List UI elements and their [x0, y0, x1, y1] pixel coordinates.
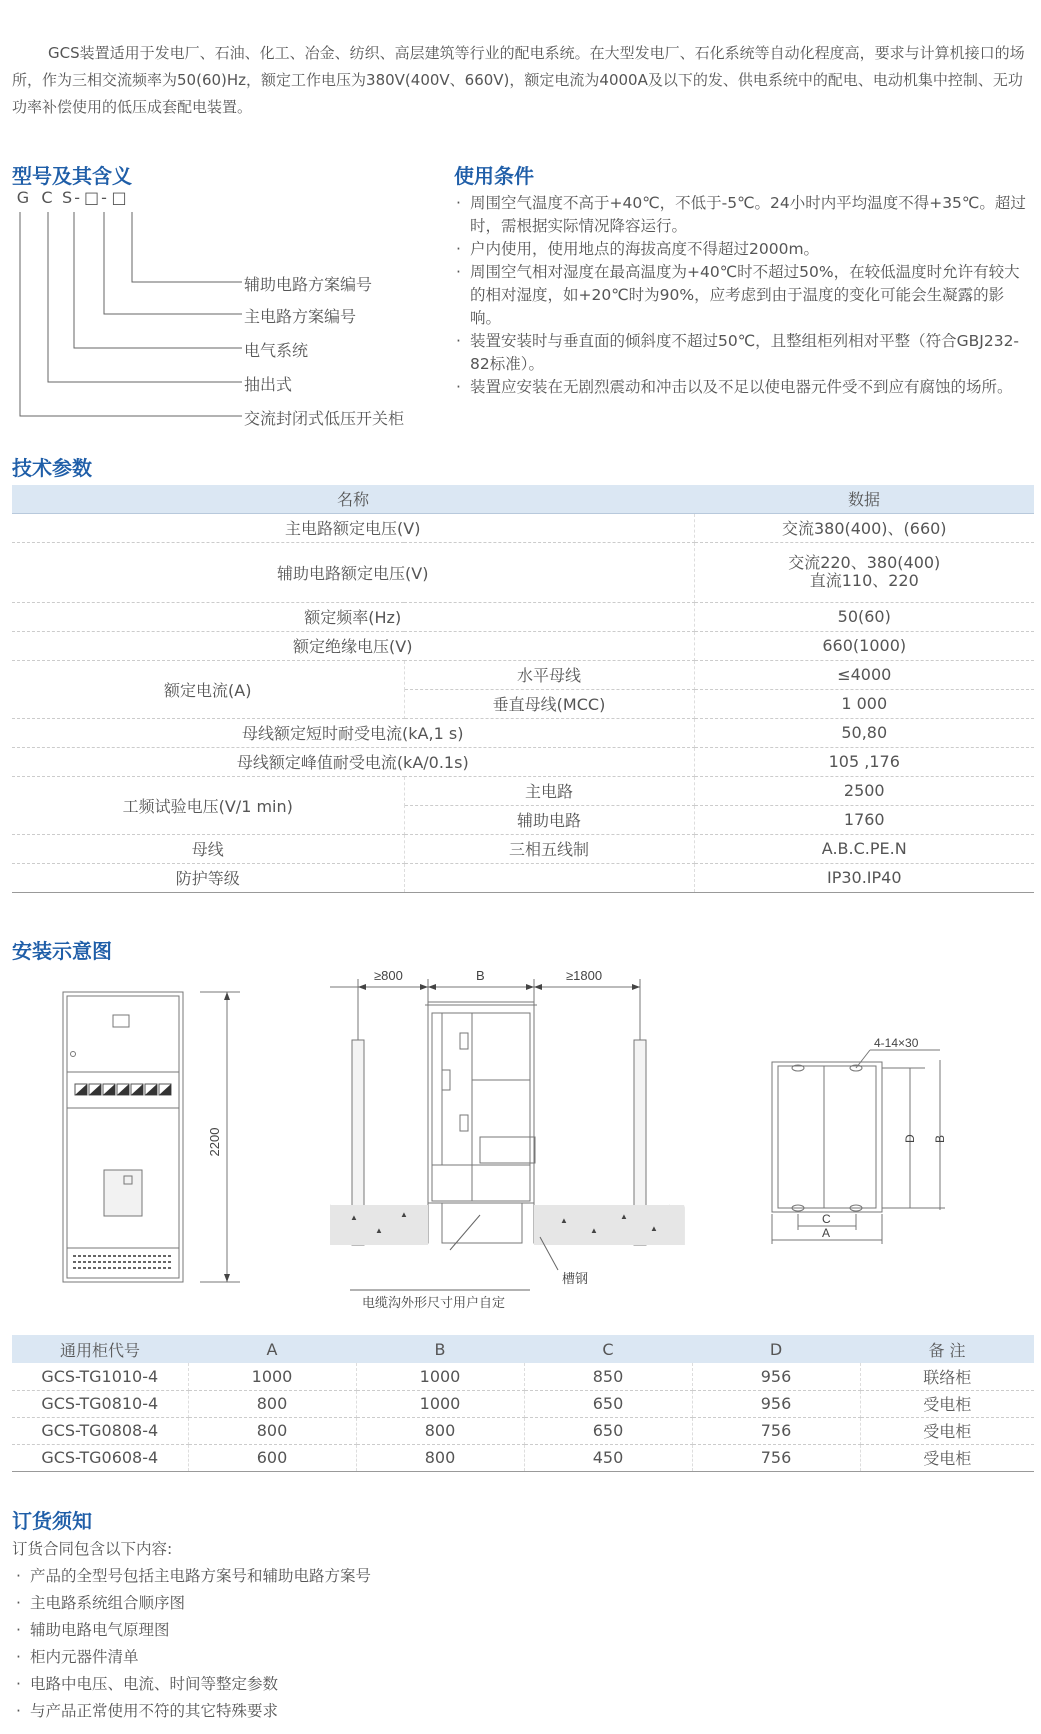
param-value: 1 000	[694, 689, 1034, 718]
table-row	[12, 1417, 1034, 1444]
order-list	[12, 1563, 371, 1725]
param-subname: 主电路	[404, 776, 694, 805]
param-value: ≤4000	[694, 660, 1034, 689]
param-subname: 垂直母线(MCC)	[404, 689, 694, 718]
param-value: 50(60)	[694, 602, 1034, 631]
header-cell: B	[356, 1335, 524, 1363]
param-subname: 辅助电路	[404, 805, 694, 834]
condition-item: · 周围空气温度不高于+40℃，不低于-5℃。24小时内平均温度不得+35℃。超过时，需根据实际情况降容运行。	[454, 192, 1034, 238]
param-value: 105 ,176	[694, 747, 1034, 776]
table-cell: 联络柜	[860, 1363, 1034, 1390]
table-row	[12, 631, 1034, 660]
condition-item: · 装置安装时与垂直面的倾斜度不超过50℃，且整组柜列相对平整（符合GBJ232-82标准）。	[454, 330, 1034, 376]
table-cell: GCS-TG0608-4	[12, 1444, 188, 1471]
table-cell: 756	[692, 1444, 860, 1471]
cable-trench-label: 电缆沟外形尺寸用户自定	[362, 1295, 506, 1310]
dim-c-label: C	[822, 1212, 831, 1226]
table-header-row	[12, 1335, 1034, 1363]
tech-table	[12, 485, 1034, 893]
table-cell: 650	[524, 1417, 692, 1444]
model-code-char: □	[111, 188, 129, 207]
param-subname: 水平母线	[404, 660, 694, 689]
dim-b-label: B	[476, 968, 485, 983]
table-cell: GCS-TG0808-4	[12, 1417, 188, 1444]
model-label-main: 主电路方案编号	[244, 307, 357, 326]
table-row	[12, 776, 1034, 805]
condition-item: · 周围空气相对湿度在最高温度为+40℃时不超过50%，在较低温度时允许有较大的相对湿度，如+20℃时为90%，应考虑到由于温度的变化可能会生凝露的影响。	[454, 261, 1034, 330]
param-name: 母线额定短时耐受电流(kA,1 s)	[12, 718, 694, 747]
order-item: · 与产品正常使用不符的其它特殊要求	[12, 1698, 371, 1725]
table-row	[12, 1363, 1034, 1390]
model-code-char: C	[41, 188, 55, 207]
order-item: · 柜内元器件清单	[12, 1644, 371, 1671]
param-subname-empty	[404, 863, 694, 892]
dim-800-label: ≥800	[374, 968, 403, 983]
table-row	[12, 863, 1034, 892]
table-cell: 956	[692, 1363, 860, 1390]
param-name: 额定频率(Hz)	[12, 602, 694, 631]
height-label: 2200	[207, 1127, 222, 1157]
table-cell: 956	[692, 1390, 860, 1417]
model-code-char: S-	[62, 188, 82, 207]
svg-text:▲: ▲	[400, 1210, 408, 1219]
table-row	[12, 542, 1034, 602]
model-bracket-lines	[12, 208, 252, 428]
order-intro: 订货合同包含以下内容:	[12, 1540, 173, 1558]
table-row	[12, 1444, 1034, 1471]
order-item: · 辅助电路电气原理图	[12, 1617, 371, 1644]
param-value: 660(1000)	[694, 631, 1034, 660]
header-cell: A	[188, 1335, 356, 1363]
table-header-row	[12, 485, 1034, 513]
dim-d-label: D	[903, 1134, 917, 1143]
svg-text:▲: ▲	[375, 1226, 383, 1235]
conditions-list	[454, 192, 1034, 399]
header-cell: D	[692, 1335, 860, 1363]
model-code-char: G	[16, 188, 32, 207]
table-row	[12, 834, 1034, 863]
model-code	[12, 188, 132, 207]
table-cell: 800	[188, 1417, 356, 1444]
table-cell: 850	[524, 1363, 692, 1390]
param-value: 交流380(400)、(660)	[694, 513, 1034, 542]
channel-steel-label: 槽钢	[562, 1271, 589, 1286]
param-value: 50,80	[694, 718, 1034, 747]
param-value: IP30.IP40	[694, 863, 1034, 892]
param-subname: 三相五线制	[404, 834, 694, 863]
table-row	[12, 747, 1034, 776]
table-cell: 756	[692, 1417, 860, 1444]
model-label-electric: 电气系统	[244, 341, 309, 360]
svg-text:▲: ▲	[590, 1226, 598, 1235]
dim-b-plan-label: B	[933, 1134, 947, 1143]
table-cell: 受电柜	[860, 1390, 1034, 1417]
table-row	[12, 660, 1034, 689]
conditions-section-title: 使用条件	[454, 164, 534, 188]
svg-text:▲: ▲	[620, 1212, 628, 1221]
table-cell: 800	[188, 1390, 356, 1417]
condition-item: · 户内使用，使用地点的海拔高度不得超过2000m。	[454, 238, 1034, 261]
install-section-title: 安装示意图	[12, 939, 112, 963]
table-cell: GCS-TG1010-4	[12, 1363, 188, 1390]
table-cell: 1000	[356, 1390, 524, 1417]
param-name: 工频试验电压(V/1 min)	[12, 776, 404, 834]
table-row	[12, 1390, 1034, 1417]
model-label-drawout: 抽出式	[244, 375, 293, 394]
tech-section-title: 技术参数	[12, 456, 92, 480]
param-value-line: 交流220、380(400)	[788, 553, 941, 572]
table-cell: 受电柜	[860, 1444, 1034, 1471]
param-value	[694, 542, 1034, 602]
header-cell: 通用柜代号	[12, 1335, 188, 1363]
header-name: 名称	[12, 485, 694, 513]
param-value: 1760	[694, 805, 1034, 834]
svg-text:▲: ▲	[560, 1216, 568, 1225]
order-item: · 产品的全型号包括主电路方案号和辅助电路方案号	[12, 1563, 371, 1590]
dimension-table	[12, 1335, 1034, 1472]
param-name: 母线额定峰值耐受电流(kA/0.1s)	[12, 747, 694, 776]
cabinet-side-view	[330, 965, 690, 1315]
order-section-title: 订货须知	[12, 1509, 92, 1533]
param-value-line: 直流110、220	[809, 571, 919, 590]
param-name: 母线	[12, 834, 404, 863]
param-value: A.B.C.PE.N	[694, 834, 1034, 863]
param-name: 防护等级	[12, 863, 404, 892]
table-cell: 受电柜	[860, 1417, 1034, 1444]
condition-item: · 装置应安装在无剧烈震动和冲击以及不足以使电器元件受不到应有腐蚀的场所。	[454, 376, 1034, 399]
table-cell: 450	[524, 1444, 692, 1471]
model-section-title: 型号及其含义	[12, 164, 132, 188]
header-cell: C	[524, 1335, 692, 1363]
cabinet-front-view	[55, 990, 270, 1290]
model-label-aux: 辅助电路方案编号	[244, 275, 373, 294]
table-cell: 1000	[356, 1363, 524, 1390]
hole-spec-label: 4-14×30	[874, 1036, 919, 1050]
param-name: 辅助电路额定电压(V)	[12, 542, 694, 602]
model-label-cabinet: 交流封闭式低压开关柜	[244, 409, 405, 428]
order-item: · 电路中电压、电流、时间等整定参数	[12, 1671, 371, 1698]
table-cell: 800	[356, 1444, 524, 1471]
dim-1800-label: ≥1800	[566, 968, 603, 983]
table-cell: 600	[188, 1444, 356, 1471]
svg-text:▲: ▲	[350, 1213, 358, 1222]
table-row	[12, 602, 1034, 631]
param-name: 主电路额定电压(V)	[12, 513, 694, 542]
order-item: · 主电路系统组合顺序图	[12, 1590, 371, 1617]
table-cell: GCS-TG0810-4	[12, 1390, 188, 1417]
header-value: 数据	[694, 485, 1034, 513]
table-cell: 1000	[188, 1363, 356, 1390]
model-code-char: □-	[84, 188, 109, 207]
table-cell: 650	[524, 1390, 692, 1417]
svg-text:▲: ▲	[650, 1224, 658, 1233]
param-name: 额定绝缘电压(V)	[12, 631, 694, 660]
table-cell: 800	[356, 1417, 524, 1444]
param-value: 2500	[694, 776, 1034, 805]
param-name: 额定电流(A)	[12, 660, 404, 718]
table-row	[12, 513, 1034, 542]
dim-a-label: A	[822, 1226, 831, 1240]
base-plan-view	[760, 1030, 960, 1250]
intro-paragraph: GCS装置适用于发电厂、石油、化工、冶金、纺织、高层建筑等行业的配电系统。在大型发电厂、石化系统等自动化程度高，要求与计算机接口的场所，作为三相交流频率为50(60)Hz，额定工作电压为380V(400V、660V)，额定电流为4000A及以下的发、供电系统中的配电、电动机集中控制、无功功率补偿使用的低压成套配电装置。	[12, 44, 1025, 116]
header-cell: 备 注	[860, 1335, 1034, 1363]
table-row	[12, 718, 1034, 747]
